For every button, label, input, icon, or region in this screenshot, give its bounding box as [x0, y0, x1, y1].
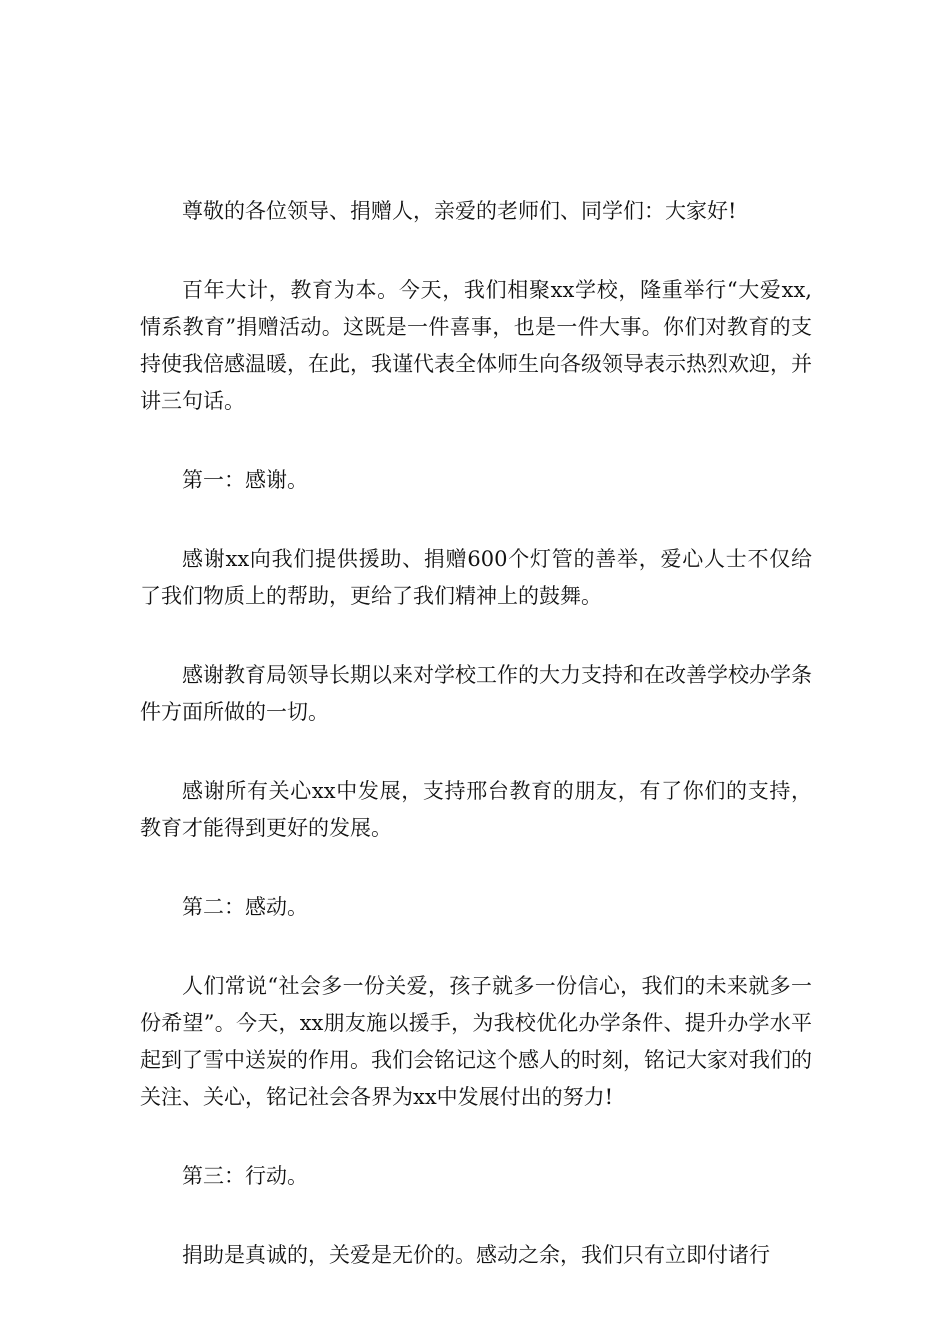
thanks-paragraph-bureau: 感谢教育局领导长期以来对学校工作的大力支持和在改善学校办学条件方面所做的一切。	[140, 663, 812, 724]
section-heading-thanks: 第一：感谢。	[182, 468, 308, 492]
greeting-paragraph: 尊敬的各位领导、捐赠人，亲爱的老师们、同学们：大家好!	[182, 199, 737, 223]
section-heading-moved: 第二：感动。	[182, 895, 308, 919]
thanks-paragraph-friends: 感谢所有关心xx中发展，支持邢台教育的朋友，有了你们的支持，教育才能得到更好的发展。	[140, 779, 812, 840]
intro-paragraph: 百年大计，教育为本。今天，我们相聚xx学校，隆重举行“大爱xx,情系教育”捐赠活动。这既是一件喜事，也是一件大事。你们对教育的支持使我倍感温暖，在此，我谨代表全体师生向各级领导表示热烈欢迎，并讲三句话。	[140, 278, 812, 413]
section-heading-action: 第三：行动。	[182, 1164, 308, 1188]
action-paragraph: 捐助是真诚的，关爱是无价的。感动之余，我们只有立即付诸行	[182, 1243, 770, 1267]
moved-paragraph: 人们常说“社会多一份关爱，孩子就多一份信心，我们的未来就多一份希望”。今天，xx朋友施以援手，为我校优化办学条件、提升办学水平起到了雪中送炭的作用。我们会铭记这个感人的时刻，铭记大家对我们的关注、关心，铭记社会各界为xx中发展付出的努力!	[140, 974, 812, 1109]
thanks-paragraph-donor: 感谢xx向我们提供援助、捐赠600个灯管的善举，爱心人士不仅给了我们物质上的帮助，更给了我们精神上的鼓舞。	[140, 547, 812, 608]
document-body	[140, 193, 812, 1316]
